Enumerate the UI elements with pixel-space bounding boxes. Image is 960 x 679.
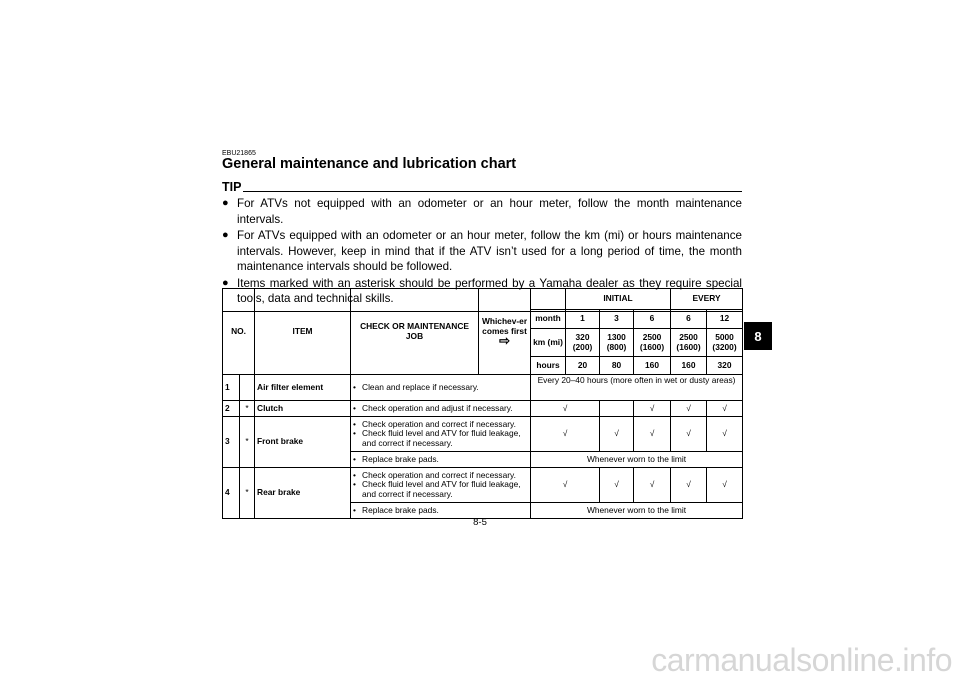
job-text: Clean and replace if necessary. [362, 381, 479, 392]
table-row [223, 401, 743, 417]
check-mark: √ [707, 468, 743, 503]
row-interval: Whenever worn to the limit [531, 503, 743, 519]
check-mark [600, 401, 634, 417]
row-asterisk: * [240, 468, 255, 519]
hours-value: 20 [566, 357, 600, 375]
bullet-icon: • [353, 479, 356, 490]
km-value: 2500 (1600) [634, 329, 671, 357]
check-mark: √ [707, 401, 743, 417]
check-mark: √ [634, 468, 671, 503]
header-row [223, 289, 743, 310]
month-label: month [531, 310, 566, 329]
check-mark: √ [671, 401, 707, 417]
job-line [353, 480, 528, 499]
table-row [223, 375, 743, 401]
header-item: ITEM [255, 289, 351, 375]
km-value: 5000 (3200) [707, 329, 743, 357]
job-line [353, 404, 528, 414]
row-item: Air filter element [255, 375, 351, 401]
row-interval: Every 20–40 hours (more often in wet or dusty areas) [531, 375, 743, 401]
check-mark: √ [531, 417, 600, 452]
job-text: Check operation and correct if necessary. [362, 469, 516, 480]
row-number: 4 [223, 468, 240, 519]
job-text: Replace brake pads. [362, 453, 439, 464]
header-every: EVERY [671, 289, 743, 310]
row-asterisk: * [240, 401, 255, 417]
job-line [353, 383, 528, 393]
bullet-icon: • [353, 402, 356, 413]
job-text: Replace brake pads. [362, 504, 439, 515]
table-row [223, 468, 743, 503]
watermark: carmanualsonline.info [651, 642, 952, 678]
row-item: Clutch [255, 401, 351, 417]
job-text: Check fluid level and ATV for fluid leakage, and correct if necessary. [362, 479, 521, 499]
tip-item-text: Items marked with an asterisk should be performed by a Yamaha dealer as they require special tools, data and technical skills. [237, 276, 742, 305]
row-interval: Whenever worn to the limit [531, 452, 743, 468]
km-label: km (mi) [531, 329, 566, 357]
km-value: 320 (200) [566, 329, 600, 357]
tip-item [222, 228, 742, 275]
page-title: General maintenance and lubrication chart [222, 156, 517, 172]
job-line [353, 429, 528, 448]
row-job [351, 375, 531, 401]
check-mark: √ [634, 401, 671, 417]
row-job [351, 452, 531, 468]
page-number: 8-5 [473, 517, 487, 528]
tip-item [222, 196, 742, 227]
hours-label: hours [531, 357, 566, 375]
check-mark: √ [707, 417, 743, 452]
row-item: Front brake [255, 417, 351, 468]
tip-header [222, 181, 742, 194]
job-line [353, 506, 528, 516]
header-whichever [479, 289, 531, 375]
row-job [351, 417, 531, 452]
document-code: EBU21865 [222, 150, 256, 157]
section-tab: 8 [744, 322, 772, 350]
check-mark: √ [531, 468, 600, 503]
km-value: 1300 (800) [600, 329, 634, 357]
row-asterisk: * [240, 417, 255, 468]
hours-value: 80 [600, 357, 634, 375]
row-item: Rear brake [255, 468, 351, 519]
bullet-icon: • [353, 418, 356, 429]
check-mark: √ [671, 417, 707, 452]
bullet-icon: ● [222, 276, 229, 289]
check-mark: √ [600, 468, 634, 503]
tip-heading: TIP [222, 180, 242, 194]
maintenance-table [222, 288, 743, 519]
row-asterisk [240, 375, 255, 401]
tip-item-text: For ATVs equipped with an odometer or an hour meter, follow the km (mi) or hours maintenance intervals. However, keep in mind that if the ATV isn’t used for a long period of time, the month maintenance intervals should be followed. [237, 229, 742, 273]
table-row [223, 417, 743, 452]
bullet-icon: • [353, 504, 356, 515]
month-value: 1 [566, 310, 600, 329]
hours-value: 160 [634, 357, 671, 375]
check-mark: √ [600, 417, 634, 452]
job-line [353, 455, 528, 465]
header-no: NO. [223, 289, 255, 375]
month-value: 12 [707, 310, 743, 329]
header-corner [531, 289, 566, 310]
bullet-icon: • [353, 469, 356, 480]
header-whichever-text: Whichev-er comes first [481, 316, 528, 336]
row-number: 3 [223, 417, 240, 468]
month-value: 3 [600, 310, 634, 329]
bullet-icon: • [353, 453, 356, 464]
tip-top-rule [243, 191, 742, 192]
row-number: 2 [223, 401, 240, 417]
bullet-icon: • [353, 381, 356, 392]
check-mark: √ [671, 468, 707, 503]
hours-value: 160 [671, 357, 707, 375]
header-job: CHECK OR MAINTENANCE JOB [351, 289, 479, 375]
check-mark: √ [531, 401, 600, 417]
job-text: Check operation and correct if necessary. [362, 418, 516, 429]
month-value: 6 [671, 310, 707, 329]
check-mark: √ [634, 417, 671, 452]
row-job [351, 401, 531, 417]
km-value: 2500 (1600) [671, 329, 707, 357]
header-initial: INITIAL [566, 289, 671, 310]
job-text: Check operation and adjust if necessary. [362, 402, 513, 413]
bullet-icon: ● [222, 229, 229, 241]
row-job [351, 468, 531, 503]
arrow-right-icon: ⇨ [499, 333, 510, 349]
month-value: 6 [634, 310, 671, 329]
bullet-icon: ● [222, 197, 229, 209]
job-text: Check fluid level and ATV for fluid leakage, and correct if necessary. [362, 428, 521, 448]
tip-item-text: For ATVs not equipped with an odometer or an hour meter, follow the month maintenance intervals. [237, 197, 742, 226]
hours-value: 320 [707, 357, 743, 375]
bullet-icon: • [353, 428, 356, 439]
row-number: 1 [223, 375, 240, 401]
